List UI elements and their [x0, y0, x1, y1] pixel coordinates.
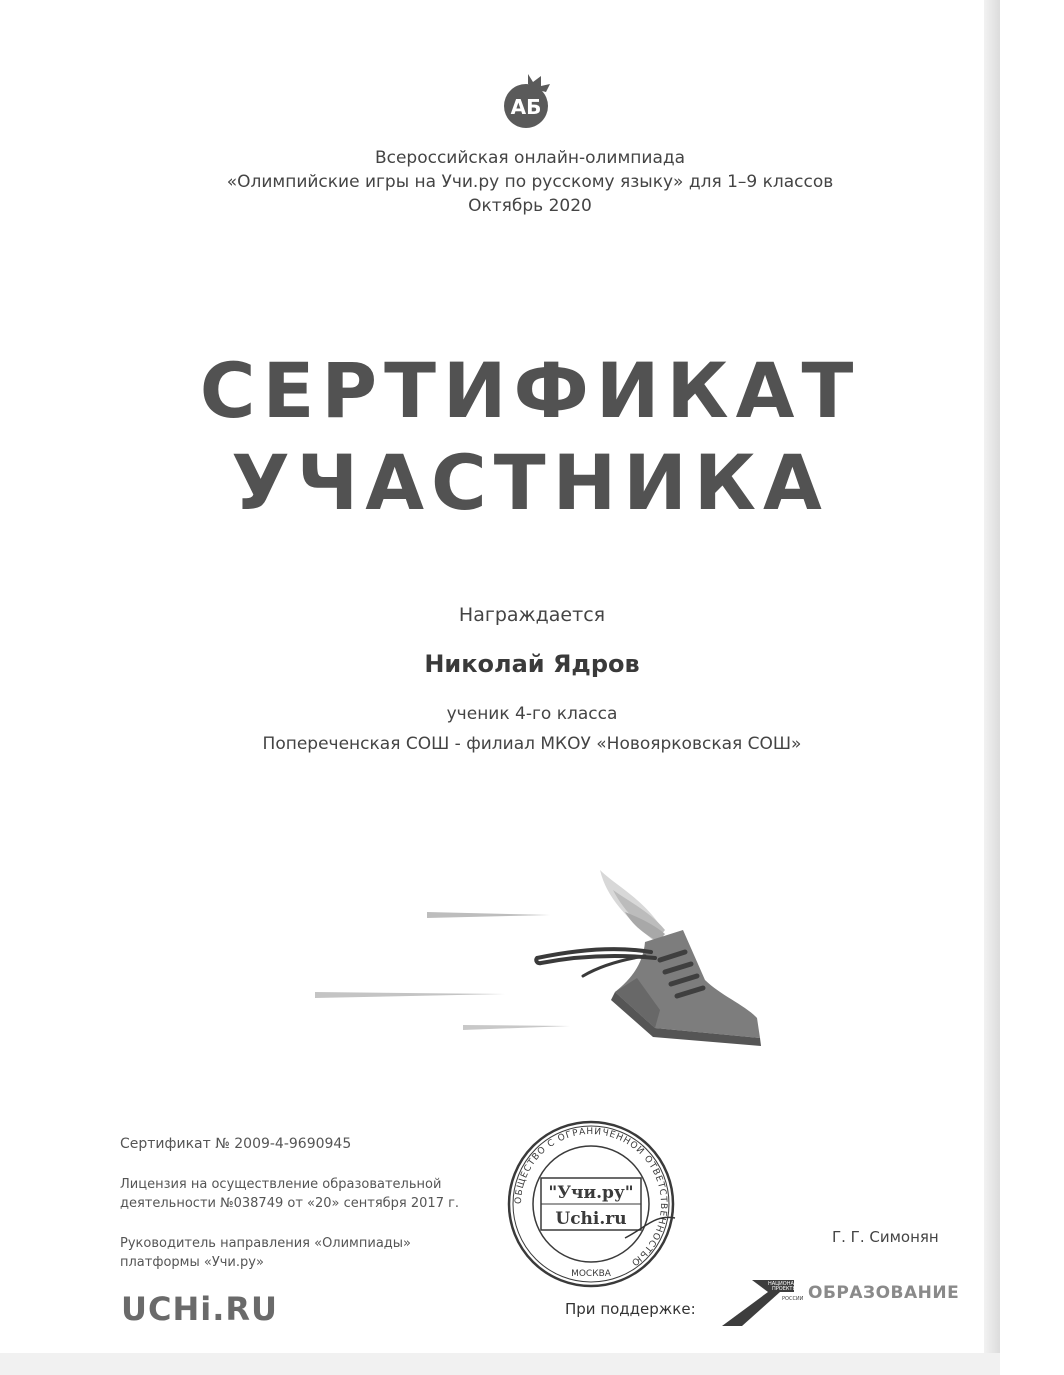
department-head-line-2: платформы «Учи.ру»: [120, 1255, 264, 1270]
license-info: [120, 1175, 459, 1213]
header-line-3: Октябрь 2020: [468, 196, 592, 216]
stamp-city: МОСКВА: [571, 1269, 611, 1279]
title-line-2: УЧАСТНИКА: [231, 438, 829, 527]
education-project-logo: ОБРАЗОВАНИЕ: [808, 1283, 960, 1303]
awarded-label: Награждается: [458, 604, 606, 626]
uchi-ru-logo: UCHi.RU: [121, 1290, 278, 1328]
wing-icon: [600, 870, 665, 942]
winged-shoe-illustration: [315, 860, 765, 1050]
recipient-school: Попереченская СОШ - филиал МКОУ «Новоярковская СОШ»: [262, 734, 802, 754]
stamp-center-line-1: "Учи.ру": [548, 1183, 634, 1203]
certificate-number: Сертификат № 2009-4-9690945: [120, 1136, 352, 1152]
certificate-title: [0, 345, 1060, 529]
department-head-title: [120, 1234, 411, 1272]
np-logo-line-3: РОССИИ: [782, 1296, 804, 1302]
license-line-1: Лицензия на осуществление образовательной: [120, 1177, 442, 1192]
scan-edge-bottom: [0, 1353, 1000, 1375]
header-line-1: Всероссийская онлайн-олимпиада: [374, 148, 686, 168]
department-head-line-1: Руководитель направления «Олимпиады»: [120, 1236, 411, 1251]
national-projects-logo-icon: [722, 1278, 813, 1328]
olympiad-logo-text: АБ: [510, 95, 542, 119]
company-stamp: [505, 1118, 677, 1290]
signer-name: Г. Г. Симонян: [832, 1228, 939, 1246]
stamp-ring-text: ОБЩЕСТВО С ОГРАНИЧЕННОЙ ОТВЕТСТВЕННОСТЬЮ: [513, 1126, 669, 1268]
license-line-2: деятельности №038749 от «20» сентября 2017 г.: [120, 1196, 460, 1211]
header-line-2: «Олимпийские игры на Учи.ру по русскому языку» для 1–9 классов: [226, 172, 834, 192]
np-logo-line-1: НАЦИОНАЛЬНЫЕ: [768, 1281, 813, 1287]
recipient-grade: ученик 4-го класса: [446, 704, 618, 724]
shoe-icon: [536, 930, 761, 1046]
np-logo-line-2: ПРОЕКТЫ: [772, 1286, 797, 1292]
olympiad-logo-icon: [498, 72, 558, 132]
support-label: При поддержке:: [565, 1300, 696, 1318]
stamp-center-line-2: Uchi.ru: [555, 1209, 627, 1229]
speed-lines: [315, 912, 570, 1030]
title-line-1: СЕРТИФИКАТ: [199, 346, 861, 435]
olympiad-header: [0, 146, 1060, 218]
recipient-name: Николай Ядров: [424, 650, 640, 678]
